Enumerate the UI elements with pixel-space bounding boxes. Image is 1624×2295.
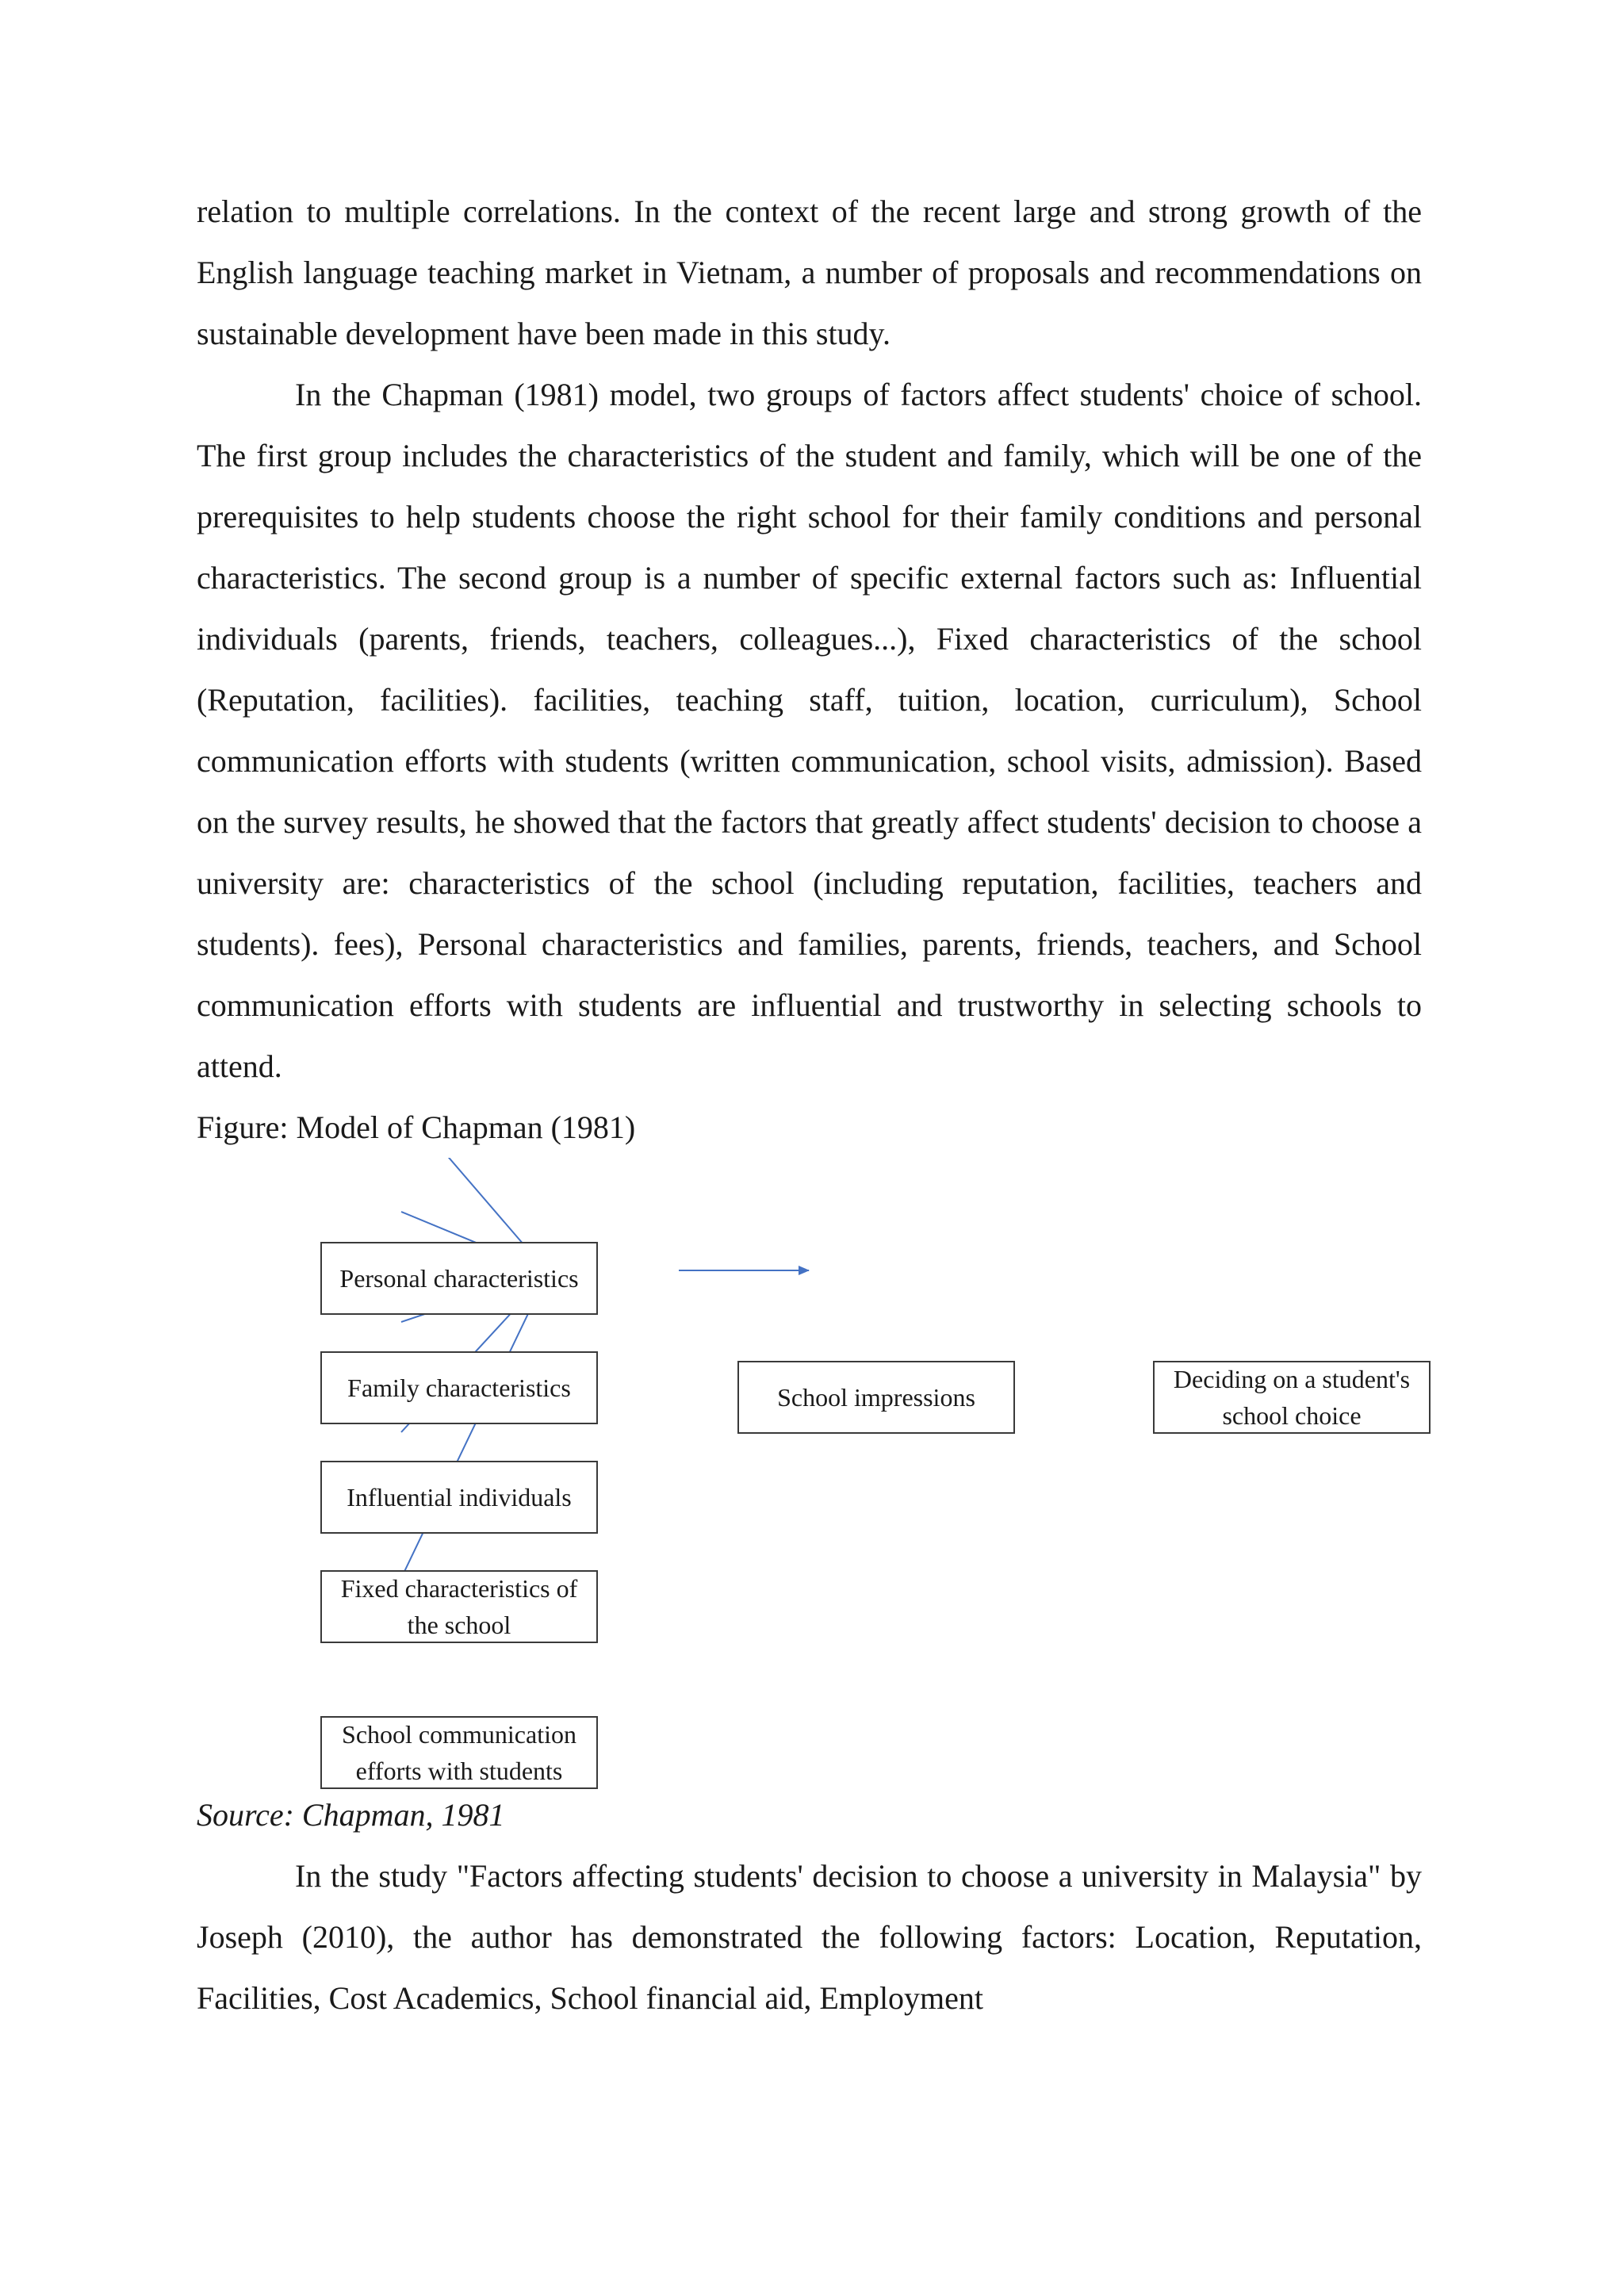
body-paragraph: relation to multiple correlations. In the context of the recent large and strong growth of the English language teaching market in Vietnam, a number of proposals and recommendations on sustainable development have been made in this study.	[197, 193, 1422, 351]
document-page	[197, 181, 1422, 2029]
figure-source: Source: Chapman, 1981	[197, 1797, 505, 1833]
figure-caption: Figure: Model of Chapman (1981)	[197, 1109, 636, 1145]
box-family-characteristics: Family characteristics	[320, 1351, 598, 1424]
body-paragraph: In the study "Factors affecting students' decision to choose a university in Malaysia" by Joseph (2010), the author has demonstrated the following factors: Location, Reputation, Facilities, Cost Academics, School financial aid, Employment	[197, 1858, 1422, 2016]
box-influential-individuals: Influential individuals	[320, 1461, 598, 1534]
arrow-communication	[401, 1282, 543, 1578]
box-school-communication: School communication efforts with students	[320, 1716, 598, 1789]
box-student-school-choice: Deciding on a student's school choice	[1153, 1361, 1431, 1434]
box-school-impressions: School impressions	[737, 1361, 1015, 1434]
box-personal-characteristics: Personal characteristics	[320, 1242, 598, 1315]
box-fixed-characteristics: Fixed characteristics of the school	[320, 1570, 598, 1643]
chapman-model-diagram	[197, 1158, 1422, 1784]
body-paragraph: In the Chapman (1981) model, two groups of factors affect students' choice of school. The first group includes the characteristics of the student and family, which will be one of the prerequisites to help students choose the right school for their family conditions and personal characteristics. The second group is a number of specific external factors such as: Influential individuals (parents, friends, teachers, colleagues...), Fixed characteristics of the school (Reputation, facilities). facilities, teaching staff, tuition, location, curriculum), School communication efforts with students (written communication, school visits, admission). Based on the survey results, he showed that the factors that greatly affect students' decision to choose a university are: characteristics of the school (including reputation, facilities, teachers and students). fees), Personal characteristics and families, parents, friends, teachers, and School communication efforts with students are influential and trustworthy in selecting schools to attend.	[197, 377, 1422, 1084]
